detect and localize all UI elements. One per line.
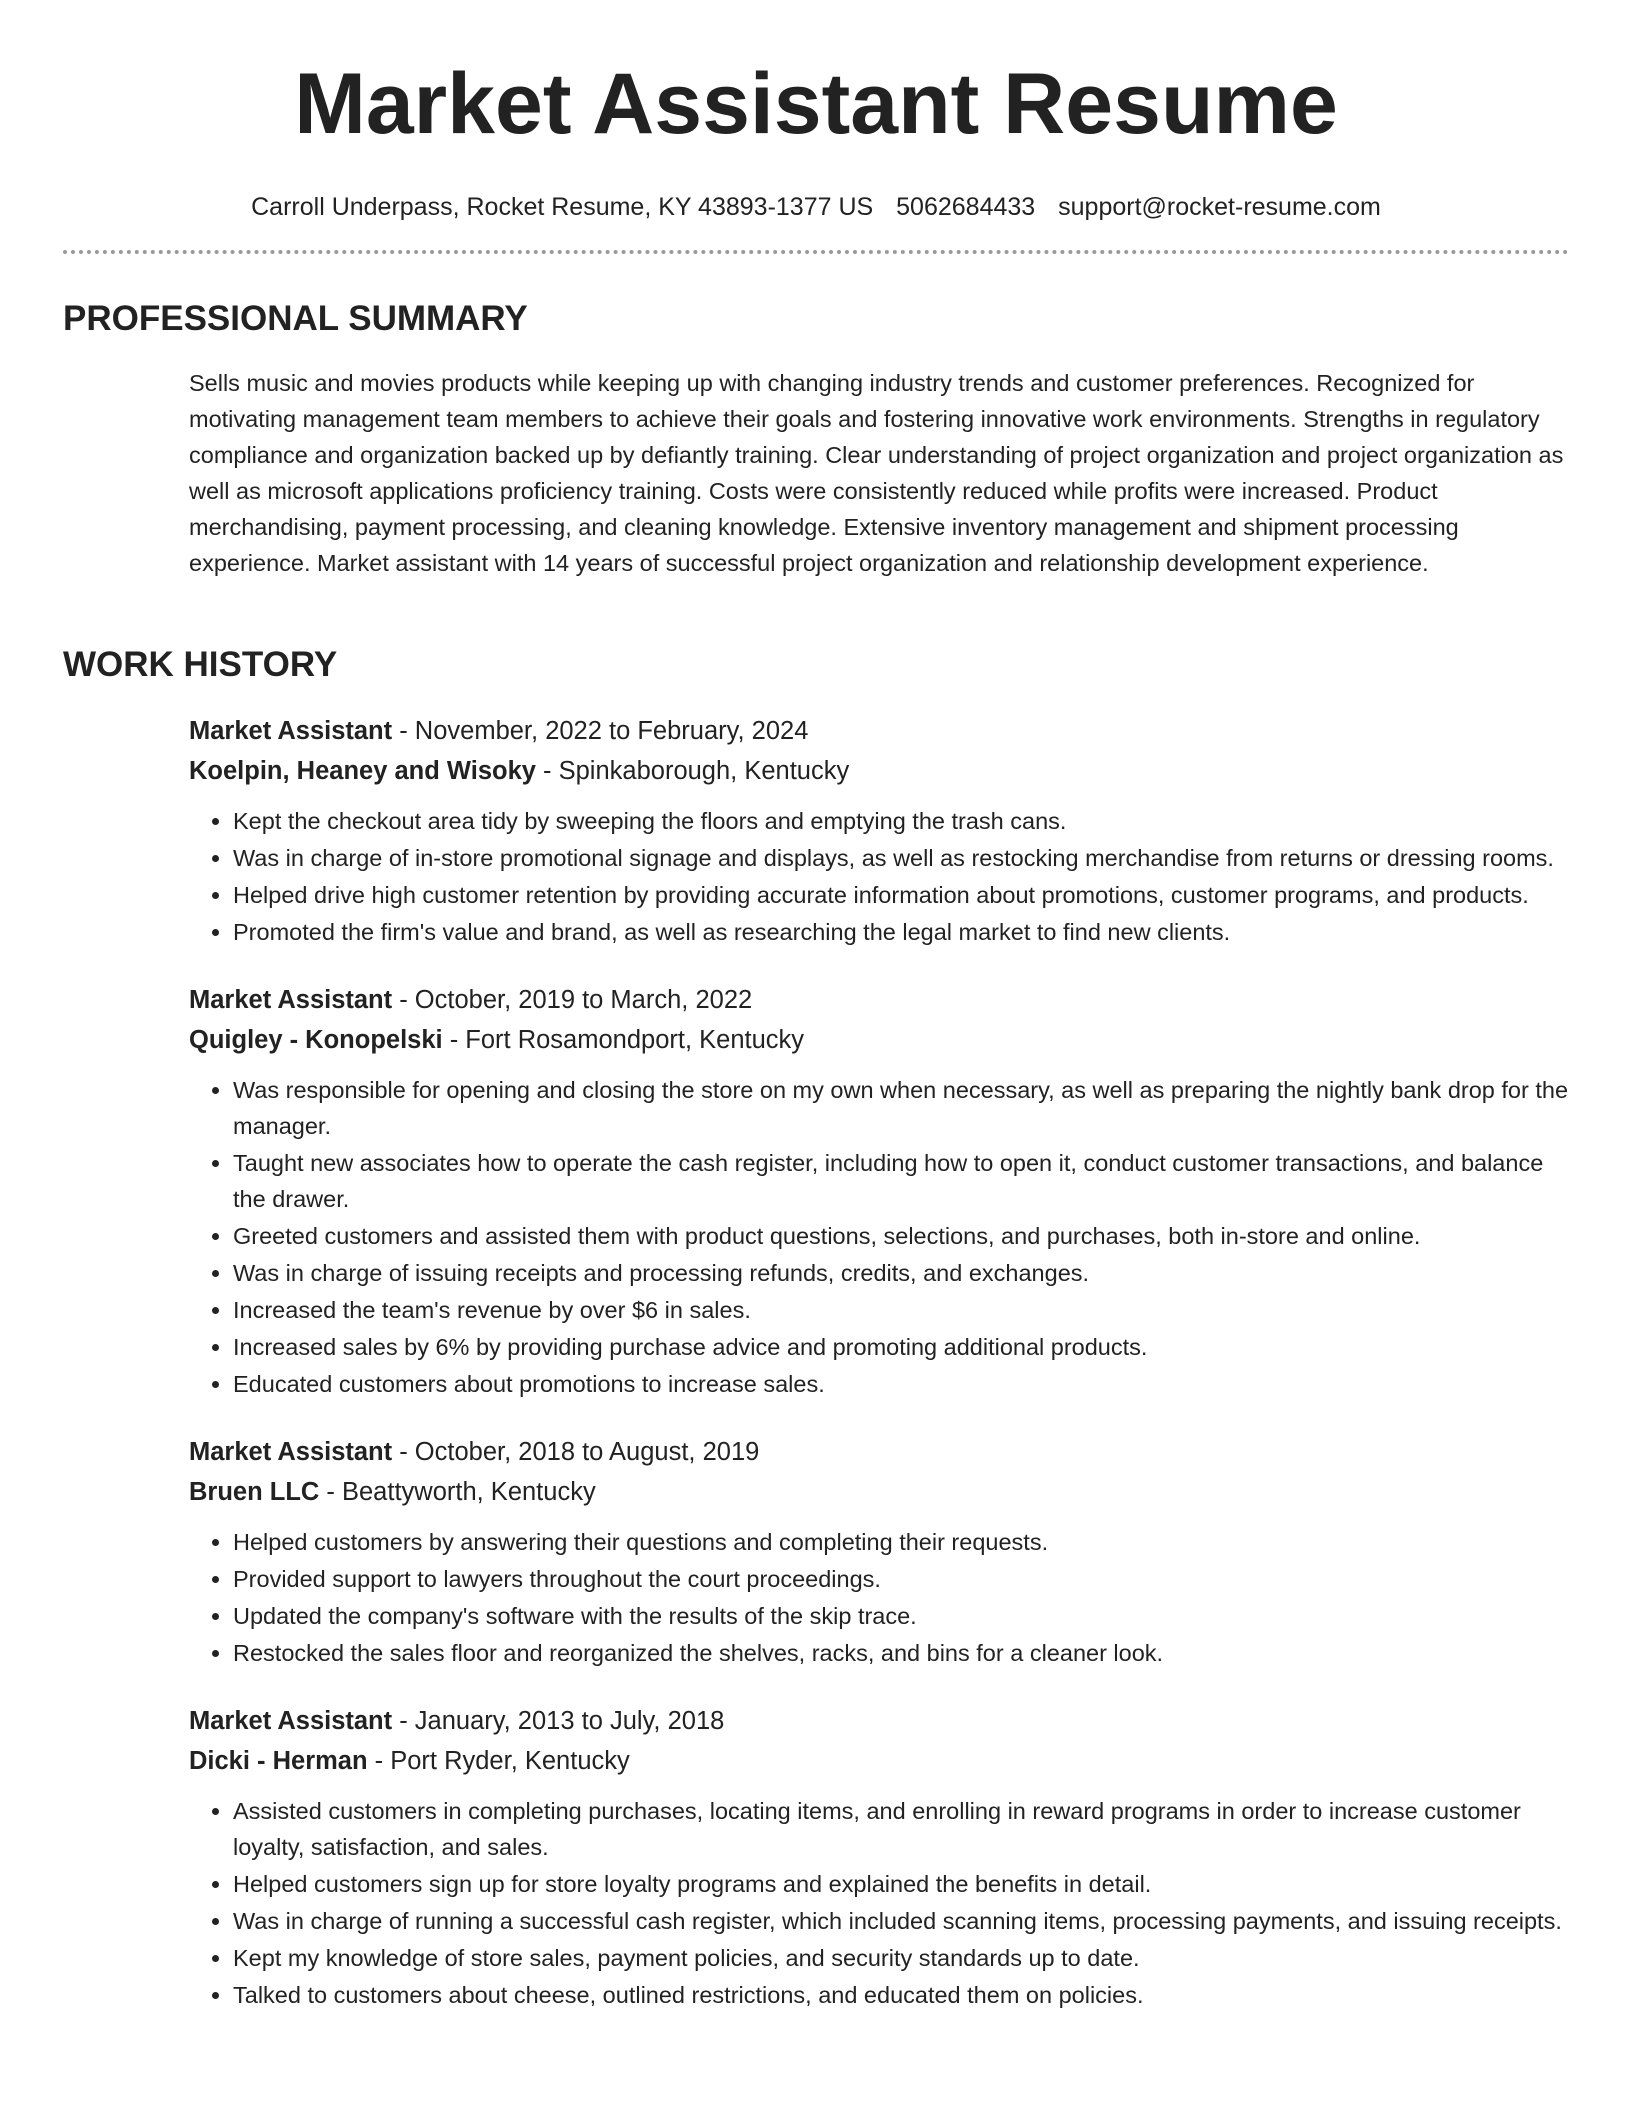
job-bullet: • Increased sales by 6% by providing purchase advice and promoting additional products. [233, 1329, 1571, 1365]
contact-phone: 5062684433 [896, 193, 1036, 221]
job-entry [189, 1432, 1571, 1671]
contact-line [0, 190, 1632, 224]
job-company-line [189, 1472, 1571, 1512]
job-bullets [189, 1524, 1571, 1671]
summary-section-title: PROFESSIONAL SUMMARY [63, 299, 528, 338]
job-bullet: • Updated the company's software with the results of the skip trace. [233, 1598, 1571, 1634]
job-role: Market Assistant [189, 1707, 393, 1735]
job-bullet: • Greeted customers and assisted them with product questions, selections, and purchases, both in-store and online. [233, 1218, 1571, 1254]
job-company-line [189, 1741, 1571, 1781]
job-bullet: • Educated customers about promotions to increase sales. [233, 1366, 1571, 1402]
job-bullets [189, 1793, 1571, 2013]
job-dates: - January, 2013 to July, 2018 [392, 1707, 725, 1735]
job-role-line [189, 980, 1571, 1020]
work-history-list [189, 711, 1571, 2043]
job-bullet: • Taught new associates how to operate the cash register, including how to open it, conduct customer transactions, and balance the drawer. [233, 1145, 1571, 1217]
job-company: Dicki - Herman [189, 1747, 368, 1775]
job-bullet: • Increased the team's revenue by over $6 in sales. [233, 1292, 1571, 1328]
job-bullet: • Restocked the sales floor and reorganized the shelves, racks, and bins for a cleaner look. [233, 1635, 1571, 1671]
job-entry [189, 1701, 1571, 2013]
job-bullet: • Helped drive high customer retention by providing accurate information about promotions, customer programs, and products. [233, 877, 1571, 913]
job-bullet: • Was in charge of issuing receipts and processing refunds, credits, and exchanges. [233, 1255, 1571, 1291]
job-dates: - October, 2019 to March, 2022 [392, 986, 753, 1014]
job-company: Bruen LLC [189, 1478, 320, 1506]
job-entry [189, 711, 1571, 950]
job-bullet: • Helped customers sign up for store loyalty programs and explained the benefits in detail. [233, 1866, 1571, 1902]
header-divider [63, 250, 1569, 254]
job-company: Quigley - Konopelski [189, 1026, 443, 1054]
job-bullet: • Was in charge of in-store promotional signage and displays, as well as restocking merchandise from returns or dressing rooms. [233, 840, 1571, 876]
job-role: Market Assistant [189, 717, 393, 745]
job-role-line [189, 1432, 1571, 1472]
resume-header [0, 0, 1632, 224]
job-location: - Port Ryder, Kentucky [367, 1747, 630, 1775]
contact-address: Carroll Underpass, Rocket Resume, KY 43893-1377 US [251, 193, 874, 221]
job-company-line [189, 751, 1571, 791]
job-entry [189, 980, 1571, 1402]
summary-text: Sells music and movies products while keeping up with changing industry trends and customer preferences. Recognized for motivating management team members to achieve their goals and fostering innovative work environments. Strengths in regulatory compliance and organization backed up by defiantly training. Clear understanding of project organization and project organization as well as microsoft applications proficiency training. Costs were consistently reduced while profits were increased. Product merchandising, payment processing, and cleaning knowledge. Extensive inventory management and shipment processing experience. Market assistant with 14 years of successful project organization and relationship development experience. [189, 370, 1564, 576]
job-bullet: • Was in charge of running a successful cash register, which included scanning items, processing payments, and issuing receipts. [233, 1903, 1571, 1939]
job-bullet: • Promoted the firm's value and brand, as well as researching the legal market to find new clients. [233, 914, 1571, 950]
job-dates: - October, 2018 to August, 2019 [392, 1438, 760, 1466]
work-history-section-title: WORK HISTORY [63, 645, 338, 684]
job-bullet: • Provided support to lawyers throughout the court proceedings. [233, 1561, 1571, 1597]
job-location: - Beattyworth, Kentucky [319, 1478, 596, 1506]
job-bullet: • Was responsible for opening and closing the store on my own when necessary, as well as preparing the nightly bank drop for the manager. [233, 1072, 1571, 1144]
job-role-line [189, 1701, 1571, 1741]
job-bullet: • Kept my knowledge of store sales, payment policies, and security standards up to date. [233, 1940, 1571, 1976]
job-role: Market Assistant [189, 986, 393, 1014]
job-company-line [189, 1020, 1571, 1060]
job-bullet: • Kept the checkout area tidy by sweeping the floors and emptying the trash cans. [233, 803, 1571, 839]
job-role: Market Assistant [189, 1438, 393, 1466]
job-bullet: • Talked to customers about cheese, outlined restrictions, and educated them on policies. [233, 1977, 1571, 2013]
job-dates: - November, 2022 to February, 2024 [392, 717, 809, 745]
job-bullet: • Helped customers by answering their questions and completing their requests. [233, 1524, 1571, 1560]
contact-email: support@rocket-resume.com [1058, 193, 1381, 221]
resume-title: Market Assistant Resume [294, 56, 1338, 152]
job-bullet: • Assisted customers in completing purchases, locating items, and enrolling in reward programs in order to increase customer loyalty, satisfaction, and sales. [233, 1793, 1571, 1865]
job-bullets [189, 1072, 1571, 1402]
job-location: - Spinkaborough, Kentucky [535, 757, 850, 785]
job-location: - Fort Rosamondport, Kentucky [442, 1026, 805, 1054]
job-role-line [189, 711, 1571, 751]
job-bullets [189, 803, 1571, 950]
job-company: Koelpin, Heaney and Wisoky [189, 757, 536, 785]
